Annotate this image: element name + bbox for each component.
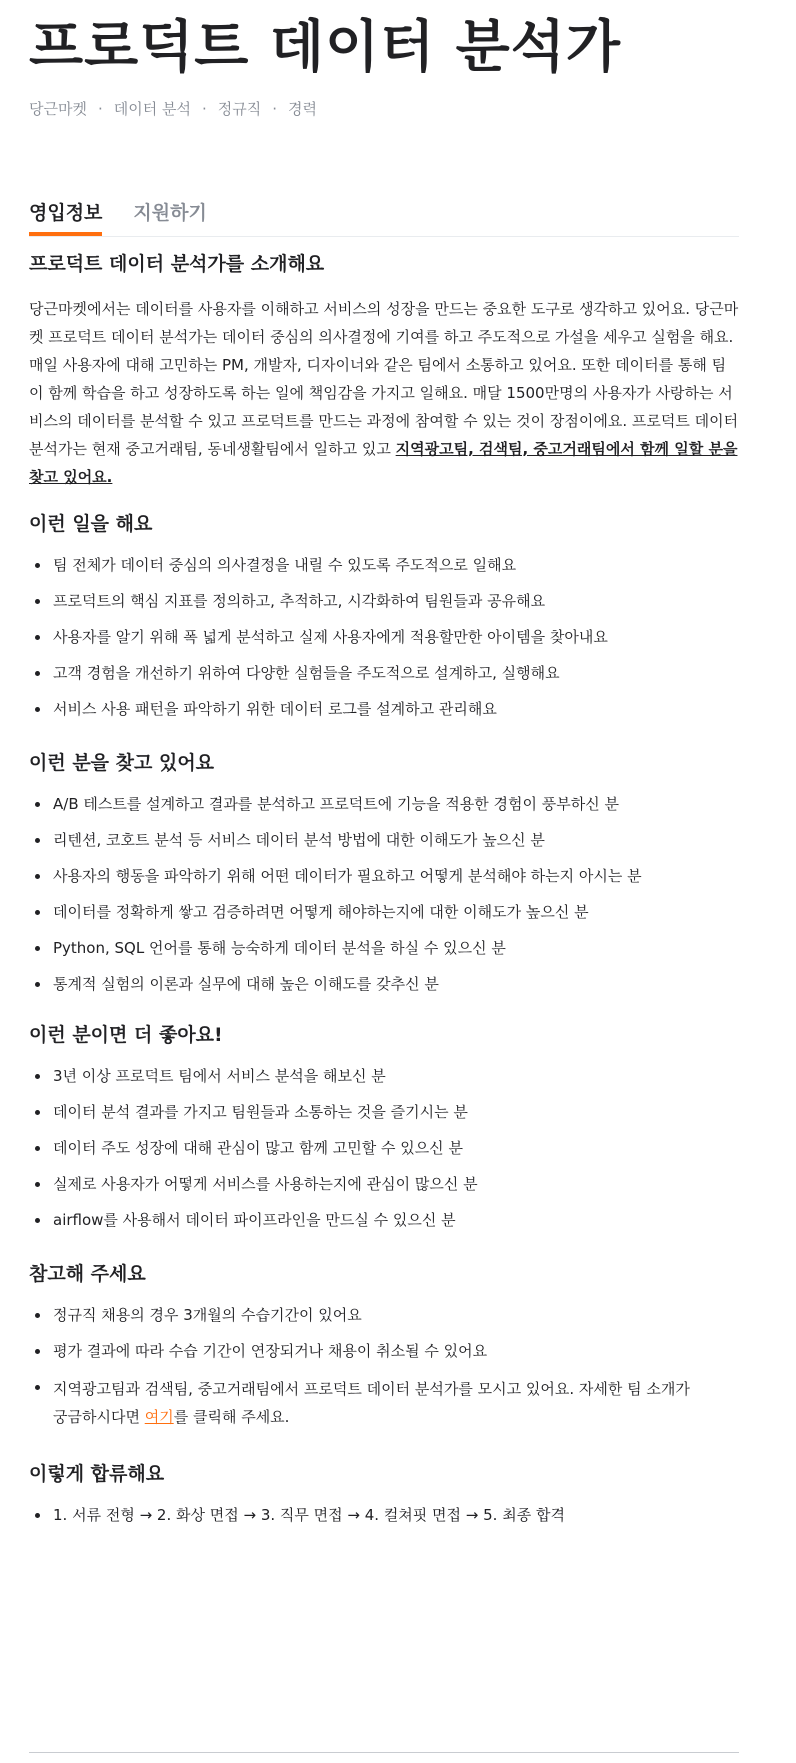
list-item: 1. 서류 전형 → 2. 화상 면접 → 3. 직무 면접 → 4. 컬쳐핏 면접 → 5. 최종 합격: [29, 1503, 739, 1527]
meta-career: 경력: [288, 100, 317, 118]
process-list: [29, 1503, 739, 1527]
list-item: A/B 테스트를 설계하고 결과를 분석하고 프로덕트에 기능을 적용한 경험이 풍부하신 분: [29, 792, 739, 816]
list-item: 실제로 사용자가 어떻게 서비스를 사용하는지에 관심이 많으신 분: [29, 1172, 739, 1196]
list-item: [29, 1375, 739, 1431]
duties-heading: 이런 일을 해요: [29, 513, 153, 535]
meta-employment-type: 정규직: [217, 100, 262, 118]
duties-section: [29, 510, 739, 733]
preferred-list: [29, 1064, 739, 1232]
process-heading: 이렇게 합류해요: [29, 1463, 165, 1485]
list-item: 사용자를 알기 위해 폭 넓게 분석하고 실제 사용자에게 적용할만한 아이템을 찾아내요: [29, 625, 739, 649]
list-item: 3년 이상 프로덕트 팀에서 서비스 분석을 해보신 분: [29, 1064, 739, 1088]
page-title: 프로덕트 데이터 분석가: [29, 15, 621, 80]
team-intro-link[interactable]: 여기: [144, 1408, 174, 1426]
list-item: 정규직 채용의 경우 3개월의 수습기간이 있어요: [29, 1303, 739, 1327]
tab-job-info[interactable]: 영입정보: [29, 196, 102, 236]
meta-company: 당근마켓: [29, 100, 87, 118]
preferred-heading: 이런 분이면 더 좋아요!: [29, 1024, 223, 1046]
requirements-section: [29, 749, 739, 1008]
intro-heading: 프로덕트 데이터 분석가를 소개해요: [29, 253, 325, 275]
tab-apply[interactable]: 지원하기: [133, 202, 207, 224]
notes-last-text: 지역광고팀과 검색팀, 중고거래팀에서 프로덕트 데이터 분석가를 모시고 있어요. 자세한 팀 소개가 궁금하시다면: [53, 1380, 690, 1426]
requirements-heading: 이런 분을 찾고 있어요: [29, 752, 215, 774]
list-item: 사용자의 행동을 파악하기 위해 어떤 데이터가 필요하고 어떻게 분석해야 하는지 아시는 분: [29, 864, 739, 888]
meta-category: 데이터 분석: [113, 100, 191, 118]
intro-body: [29, 295, 739, 491]
process-section: [29, 1460, 739, 1539]
duties-list: [29, 553, 739, 721]
divider: [29, 1752, 739, 1753]
list-item: 통계적 실험의 이론과 실무에 대해 높은 이해도를 갖추신 분: [29, 972, 739, 996]
intro-section: [29, 250, 739, 491]
requirements-list: [29, 792, 739, 996]
notes-heading: 참고해 주세요: [29, 1263, 146, 1285]
list-item: 데이터를 정확하게 쌓고 검증하려면 어떻게 해야하는지에 대한 이해도가 높으신 분: [29, 900, 739, 924]
list-item: 서비스 사용 패턴을 파악하기 위한 데이터 로그를 설계하고 관리해요: [29, 697, 739, 721]
list-item: 팀 전체가 데이터 중심의 의사결정을 내릴 수 있도록 주도적으로 일해요: [29, 553, 739, 577]
list-item: 고객 경험을 개선하기 위하여 다양한 실험들을 주도적으로 설계하고, 실행해요: [29, 661, 739, 685]
intro-emphasis: 지역광고팀, 검색팀, 중고거래팀에서 함께 일할 분을 찾고 있어요.: [29, 440, 738, 486]
list-item: 데이터 분석 결과를 가지고 팀원들과 소통하는 것을 즐기시는 분: [29, 1100, 739, 1124]
list-item: 데이터 주도 성장에 대해 관심이 많고 함께 고민할 수 있으신 분: [29, 1136, 739, 1160]
list-item: 평가 결과에 따라 수습 기간이 연장되거나 채용이 취소될 수 있어요: [29, 1339, 739, 1363]
list-item: airflow를 사용해서 데이터 파이프라인을 만드실 수 있으신 분: [29, 1208, 739, 1232]
notes-list: [29, 1303, 739, 1431]
tab-bar: [29, 196, 739, 237]
list-item: 리텐션, 코호트 분석 등 서비스 데이터 분석 방법에 대한 이해도가 높으신 분: [29, 828, 739, 852]
intro-text: 당근마켓에서는 데이터를 사용자를 이해하고 서비스의 성장을 만드는 중요한 도구로 생각하고 있어요. 당근마켓 프로덕트 데이터 분석가는 데이터 중심의 의사결정에 기여를 하고 주도적으로 가설을 세우고 실험을 해요. 매일 사용자에 대해 고민하는 PM, 개발자, 디자이너와 같은 팀에서 소통하고 있어요. 또한 데이터를 통해 팀이 함께 학습을 하고 성장하도록 하는 일에 책임감을 가지고 일해요. 매달 1500만명의 사용자가 사랑하는 서비스의 데이터를 분석할 수 있고 프로덕트를 만드는 과정에 참여할 수 있는 것이 장점이에요. 프로덕트 데이터 분석가는 현재 중고거래팀, 동네생활팀에서 일하고 있고: [29, 300, 739, 458]
list-item: Python, SQL 언어를 통해 능숙하게 데이터 분석을 하실 수 있으신 분: [29, 936, 739, 960]
list-item: 프로덕트의 핵심 지표를 정의하고, 추적하고, 시각화하여 팀원들과 공유해요: [29, 589, 739, 613]
preferred-section: [29, 1021, 739, 1244]
notes-last-suffix: 를 클릭해 주세요.: [173, 1408, 290, 1426]
job-meta: 당근마켓 · 데이터 분석 · 정규직 · 경력: [29, 99, 317, 118]
notes-section: [29, 1260, 739, 1443]
